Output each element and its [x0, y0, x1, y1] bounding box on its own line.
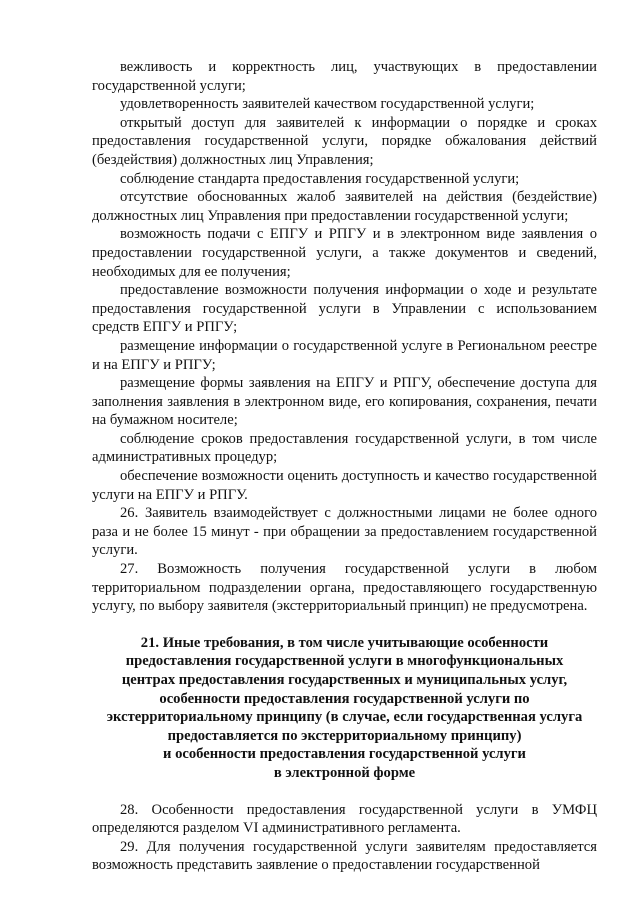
- document-body: [92, 58, 597, 875]
- heading-line: предоставляется по экстерриториальному принципу): [167, 727, 522, 744]
- paragraph: возможность подачи с ЕПГУ и РПГУ и в электронном виде заявления о предоставлении государственной услуги, а также документов и сведений, необходимых для ее получения;: [92, 226, 597, 280]
- heading-line: центрах предоставления государственных и муниципальных услуг,: [121, 672, 568, 688]
- paragraph-28: 28. Особенности предоставления государственной услуги в УМФЦ определяются разделом VI административного регламента.: [92, 801, 597, 837]
- paragraph: удовлетворенность заявителей качеством государственной услуги;: [120, 96, 535, 113]
- paragraph: открытый доступ для заявителей к информации о порядке и сроках предоставления государственной услуги, порядке обжалования действий (бездействия) должностных лиц Управления;: [92, 114, 597, 168]
- paragraph: соблюдение сроков предоставления государственной услуги, в том числе административных процедур;: [92, 430, 597, 466]
- paragraph-27: 27. Возможность получения государственной услуги в любом территориальном подразделении органа, предоставляющего государственную услугу, по выбору заявителя (экстерриториальный принцип) не предусмотрена.: [92, 561, 597, 615]
- paragraph-26: 26. Заявитель взаимодействует с должностными лицами не более одного раза и не более 15 минут - при обращении за предоставлением государственной услуги.: [92, 505, 597, 559]
- paragraph: вежливость и корректность лиц, участвующих в предоставлении государственной услуги;: [92, 59, 597, 94]
- heading-line: экстерриториальному принципу (в случае, если государственная услуга: [106, 709, 583, 726]
- paragraph: соблюдение стандарта предоставления государственной услуги;: [120, 170, 520, 187]
- heading-line: и особенности предоставления государственной услуги: [163, 746, 526, 763]
- paragraph: предоставление возможности получения информации о ходе и результате предоставления государственной услуги в Управлении с использованием средств ЕПГУ и РПГУ;: [92, 282, 597, 336]
- paragraph: обеспечение возможности оценить доступность и качество государственной услуги на ЕПГУ и РПГУ.: [92, 468, 597, 503]
- heading-line: предоставления государственной услуги в многофункциональных: [125, 653, 564, 670]
- paragraph: размещение информации о государственной услуге в Региональном реестре и на ЕПГУ и РПГУ;: [92, 337, 597, 373]
- heading-line: в электронной форме: [273, 764, 416, 781]
- paragraph: размещение формы заявления на ЕПГУ и РПГУ, обеспечение доступа для заполнения заявления в электронном виде, его копирования, сохранения, печати на бумажном носителе;: [92, 375, 597, 429]
- paragraph: отсутствие обоснованных жалоб заявителей на действия (бездействие) должностных лиц Управления при предоставлении государственной услуги;: [92, 189, 597, 224]
- heading-line: 21. Иные требования, в том числе учитывающие особенности: [140, 634, 549, 651]
- paragraph-29: 29. Для получения государственной услуги заявителям предоставляется возможность представить заявление о предоставлении государственной: [92, 838, 597, 874]
- heading-line: особенности предоставления государственной услуги по: [159, 690, 530, 707]
- section-heading-21: [92, 634, 597, 783]
